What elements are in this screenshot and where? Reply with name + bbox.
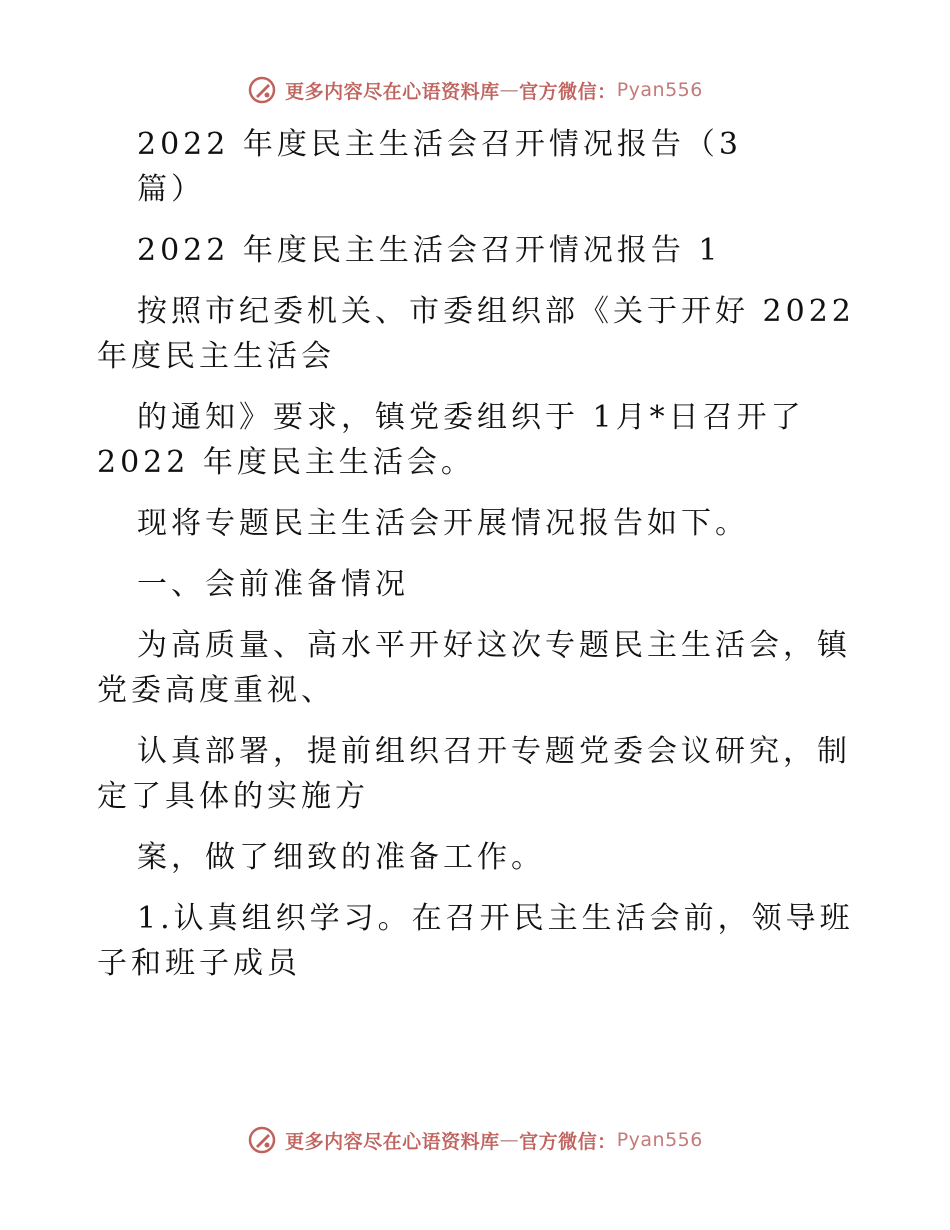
watermark-official: 官方微信：: [519, 80, 617, 103]
paragraph-line: 定了具体的实施方: [97, 779, 369, 814]
paragraph-line: 为高质量、高水平开好这次专题民主生活会，镇: [137, 628, 851, 663]
watermark-footer: [0, 1120, 950, 1160]
watermark-id: Pyan556: [616, 79, 703, 101]
paragraph-line: 案，做了细致的准备工作。: [137, 840, 545, 875]
paragraph-line: 认真部署，提前组织召开专题党委会议研究，制: [137, 734, 851, 769]
document-title-line-2: 篇）: [137, 172, 205, 207]
watermark-separator: —: [499, 79, 520, 101]
watermark-brand: 更多内容尽在心语资料库: [285, 1130, 500, 1153]
pen-logo-icon: [247, 75, 277, 105]
paragraph-line: 年度民主生活会: [97, 339, 335, 374]
paragraph-line: 2022 年度民主生活会。: [97, 445, 475, 480]
watermark-official: 官方微信：: [519, 1130, 617, 1153]
paragraph-line: 党委高度重视、: [97, 673, 335, 708]
watermark-brand: 更多内容尽在心语资料库: [285, 80, 500, 103]
paragraph-line: 1.认真组织学习。在召开民主生活会前，领导班: [137, 901, 854, 936]
pen-logo-icon: [247, 1125, 277, 1155]
paragraph-line: 按照市纪委机关、市委组织部《关于开好 2022: [137, 294, 855, 329]
document-body: [97, 125, 857, 1005]
document-title-line-1: 2022 年度民主生活会召开情况报告（3: [137, 127, 742, 162]
paragraph-line: 的通知》要求，镇党委组织于 1月*日召开了: [137, 400, 805, 435]
watermark-separator: —: [499, 1129, 520, 1151]
section-heading: 一、会前准备情况: [137, 567, 409, 602]
paragraph-line: 子和班子成员: [97, 946, 301, 981]
paragraph-line: 现将专题民主生活会开展情况报告如下。: [137, 506, 749, 541]
document-subtitle: 2022 年度民主生活会召开情况报告 1: [137, 233, 722, 268]
watermark-header: [0, 70, 950, 110]
watermark-id: Pyan556: [616, 1129, 703, 1151]
